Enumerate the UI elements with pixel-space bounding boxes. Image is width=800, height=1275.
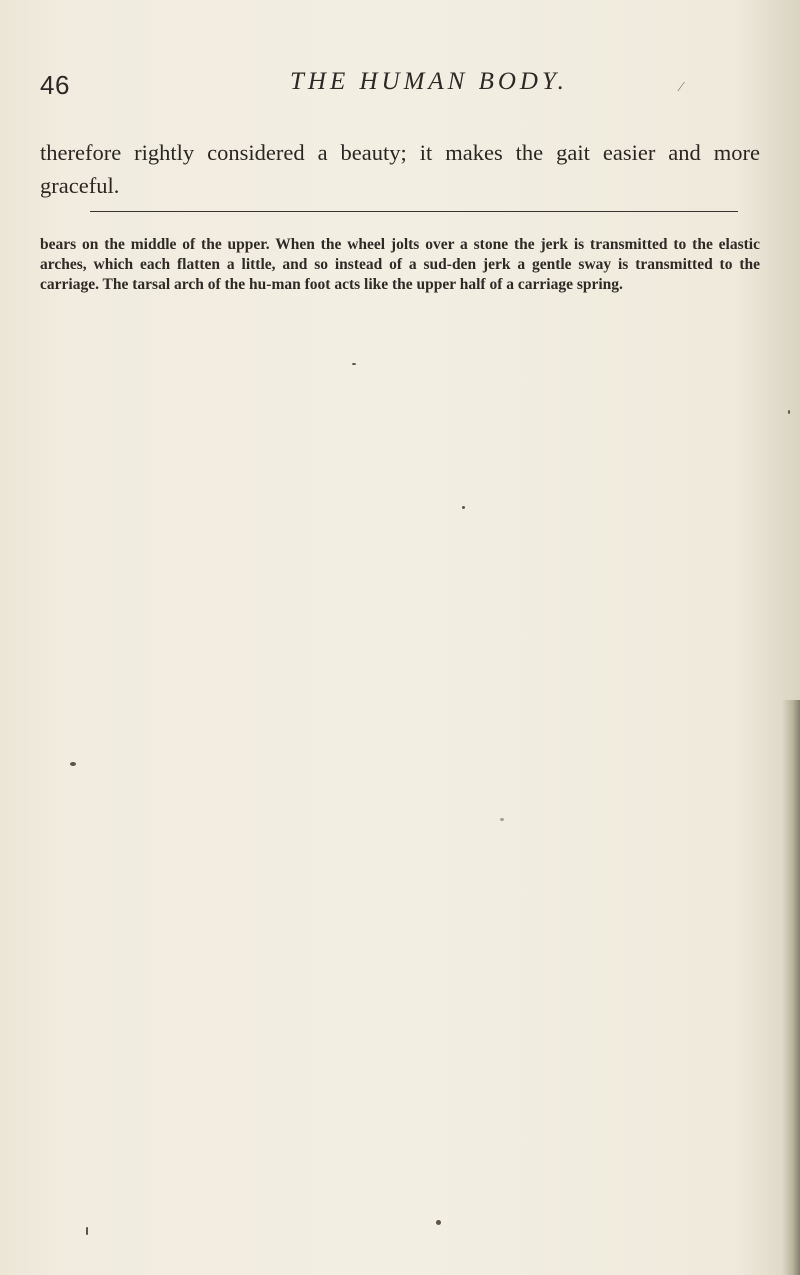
paper-speck	[70, 762, 76, 766]
paper-speck	[86, 1227, 88, 1235]
paper-speck	[788, 410, 790, 414]
paper-speck	[436, 1220, 441, 1225]
footnote	[40, 235, 760, 295]
main-text	[40, 136, 760, 202]
footnote-text: bears on the middle of the upper. When the wheel jolts over a stone the jerk is transmitted to the elastic arches, which each flatten a little, and so instead of a sud-den jerk a gentle sway is transmitted to the carriage. The tarsal arch of the hu-man foot acts like the upper half of a carriage spring.	[40, 236, 760, 293]
margin-mark: ⁄	[680, 80, 683, 95]
running-head: THE HUMAN BODY.	[290, 68, 568, 95]
page-header	[40, 68, 710, 108]
page-number: 46	[40, 70, 70, 100]
footnote-rule	[90, 211, 738, 212]
paper-speck	[352, 363, 356, 365]
paper-speck	[500, 818, 504, 821]
paper-speck	[462, 506, 465, 509]
page-edge-shadow	[782, 700, 800, 1275]
body-paragraph: therefore rightly considered a beauty; it makes the gait easier and more graceful.	[40, 140, 760, 198]
